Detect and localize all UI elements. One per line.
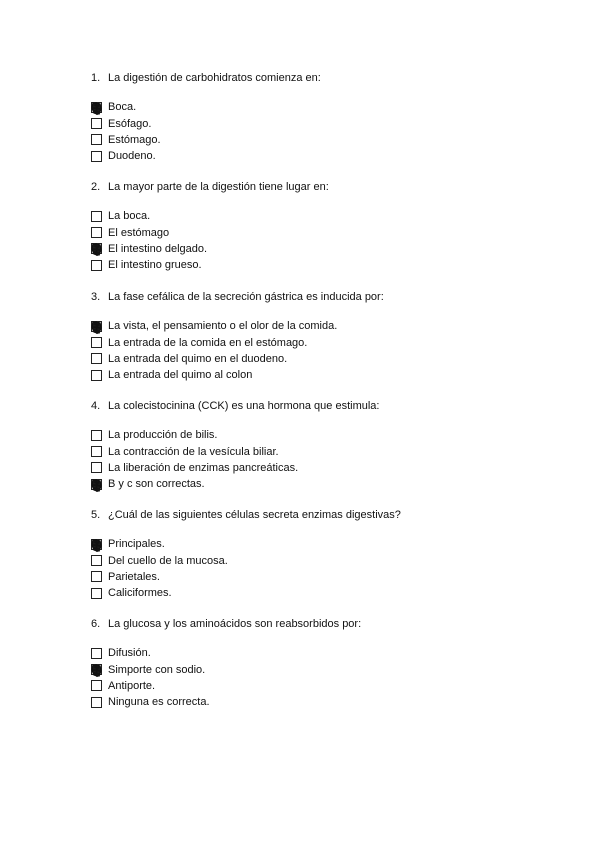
option-label: La producción de bilis.: [108, 429, 218, 442]
option-item[interactable]: [91, 694, 361, 710]
option-label: Caliciformes.: [108, 587, 172, 600]
question-title: [91, 71, 321, 85]
option-label: Del cuello de la mucosa.: [108, 554, 228, 567]
option-item[interactable]: [91, 148, 321, 164]
checkbox[interactable]: [91, 134, 102, 145]
question-text: La fase cefálica de la secreción gástrica es inducida por:: [108, 291, 384, 303]
option-label: El intestino grueso.: [108, 259, 202, 272]
option-label: El intestino delgado.: [108, 242, 208, 255]
option-item[interactable]: [91, 460, 379, 476]
checkbox[interactable]: [91, 370, 102, 381]
option-item[interactable]: [91, 661, 361, 677]
question-title: [91, 399, 379, 413]
option-item[interactable]: [91, 443, 379, 459]
checkbox[interactable]: [91, 680, 102, 691]
option-item[interactable]: [91, 476, 379, 492]
option-label: Estómago.: [108, 133, 161, 146]
question-title: [91, 290, 384, 304]
options-list: [91, 645, 361, 711]
checkbox[interactable]: [91, 151, 102, 162]
option-label: La contracción de la vesícula biliar.: [108, 445, 279, 458]
pen-mark-icon: [90, 537, 104, 553]
question-text: La digestión de carbohidratos comienza en:: [108, 72, 321, 84]
pen-mark-icon: [90, 241, 104, 257]
question-number: 5.: [91, 509, 101, 521]
question-4: [91, 399, 379, 493]
checkbox[interactable]: [91, 227, 102, 238]
option-item[interactable]: [91, 351, 384, 367]
option-item[interactable]: [91, 318, 384, 334]
option-label: La entrada del quimo al colon: [108, 369, 253, 382]
question-text: La glucosa y los aminoácidos son reabsorbidos por:: [108, 618, 362, 630]
option-item[interactable]: [91, 99, 321, 115]
option-label: Principales.: [108, 538, 165, 551]
option-label: Simporte con sodio.: [108, 663, 206, 676]
option-label: La entrada del quimo en el duodeno.: [108, 352, 288, 365]
question-number: 1.: [91, 72, 101, 84]
option-item[interactable]: [91, 334, 384, 350]
option-label: Duodeno.: [108, 150, 156, 163]
option-item[interactable]: [91, 257, 329, 273]
question-1: [91, 71, 321, 165]
checkbox[interactable]: [91, 243, 102, 254]
option-label: Parietales.: [108, 570, 160, 583]
question-title: [91, 180, 329, 194]
question-6: [91, 617, 361, 711]
options-list: [91, 208, 329, 274]
option-label: El estómago: [108, 226, 170, 239]
question-5: [91, 508, 401, 602]
checkbox[interactable]: [91, 260, 102, 271]
checkbox[interactable]: [91, 462, 102, 473]
question-title: [91, 617, 361, 631]
question-title: [91, 508, 401, 522]
option-label: La liberación de enzimas pancreáticas.: [108, 461, 299, 474]
pen-mark-icon: [90, 100, 104, 116]
options-list: [91, 318, 384, 384]
option-label: Antiporte.: [108, 679, 156, 692]
checkbox[interactable]: [91, 555, 102, 566]
pen-mark-icon: [90, 477, 104, 493]
option-label: Boca.: [108, 101, 137, 114]
question-number: 4.: [91, 400, 101, 412]
option-label: La entrada de la comida en el estómago.: [108, 336, 308, 349]
option-item[interactable]: [91, 115, 321, 131]
question-text: ¿Cuál de las siguientes células secreta enzimas digestivas?: [108, 509, 401, 521]
options-list: [91, 427, 379, 493]
checkbox[interactable]: [91, 337, 102, 348]
options-list: [91, 536, 401, 602]
option-item[interactable]: [91, 427, 379, 443]
option-item[interactable]: [91, 132, 321, 148]
option-item[interactable]: [91, 585, 401, 601]
pen-mark-icon: [90, 319, 104, 335]
checkbox[interactable]: [91, 118, 102, 129]
checkbox[interactable]: [91, 697, 102, 708]
option-label: Difusión.: [108, 647, 151, 660]
option-item[interactable]: [91, 645, 361, 661]
question-text: La mayor parte de la digestión tiene lugar en:: [108, 181, 329, 193]
option-label: La vista, el pensamiento o el olor de la comida.: [108, 320, 338, 333]
option-label: La boca.: [108, 210, 151, 223]
option-label: Esófago.: [108, 117, 152, 130]
checkbox[interactable]: [91, 479, 102, 490]
option-label: Ninguna es correcta.: [108, 696, 210, 709]
question-number: 3.: [91, 291, 101, 303]
question-number: 6.: [91, 618, 101, 630]
pen-mark-icon: [90, 662, 104, 678]
option-item[interactable]: [91, 224, 329, 240]
option-item[interactable]: [91, 569, 401, 585]
checkbox[interactable]: [91, 664, 102, 675]
question-number: 2.: [91, 181, 101, 193]
question-3: [91, 290, 384, 384]
question-text: La colecistocinina (CCK) es una hormona que estimula:: [108, 400, 380, 412]
checkbox[interactable]: [91, 648, 102, 659]
checkbox[interactable]: [91, 430, 102, 441]
option-item[interactable]: [91, 208, 329, 224]
option-item[interactable]: [91, 536, 401, 552]
option-item[interactable]: [91, 241, 329, 257]
option-label: B y c son correctas.: [108, 478, 205, 491]
checkbox[interactable]: [91, 353, 102, 364]
option-item[interactable]: [91, 678, 361, 694]
checkbox[interactable]: [91, 102, 102, 113]
option-item[interactable]: [91, 367, 384, 383]
option-item[interactable]: [91, 552, 401, 568]
checkbox[interactable]: [91, 211, 102, 222]
checkbox[interactable]: [91, 588, 102, 599]
options-list: [91, 99, 321, 165]
checkbox[interactable]: [91, 321, 102, 332]
checkbox[interactable]: [91, 539, 102, 550]
checkbox[interactable]: [91, 571, 102, 582]
question-2: [91, 180, 329, 274]
checkbox[interactable]: [91, 446, 102, 457]
